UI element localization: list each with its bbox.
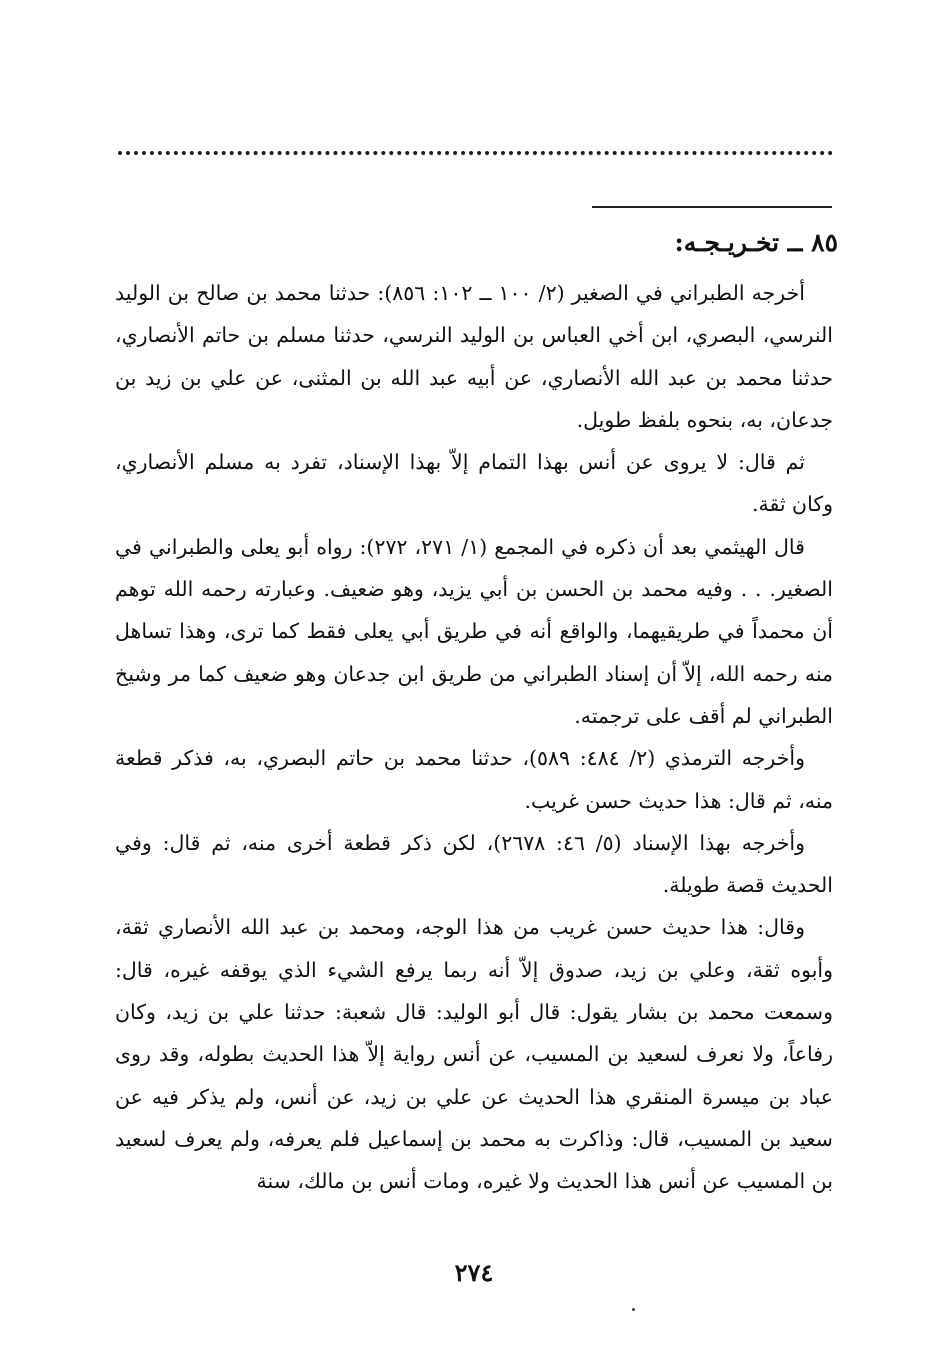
- paragraph-2: ثم قال: لا يروى عن أنس بهذا التمام إلاّ بهذا الإسناد، تفرد به مسلم الأنصاري، وكان ثقة.: [115, 450, 833, 517]
- scan-speck: [632, 1308, 635, 1311]
- paragraph-3: قال الهيثمي بعد أن ذكره في المجمع (١/ ٢٧١، ٢٧٢): رواه أبو يعلى والطبراني في الصغير. . . وفيه محمد بن الحسن بن أبي يزيد، وهو ضعيف. وعبارته رحمه الله توهم أن محمداً في طريقيهما، والواقع أنه في طريق أبي يعلى فقط كما ترى، وهذا تساهل منه رحمه الله، إلاّ أن إسناد الطبراني من طريق ابن جدعان وهو ضعيف كما مر وشيخ الطبراني لم أقف على ترجمته.: [115, 534, 833, 728]
- section-heading: ٨٥ ــ تخـريـجـه:: [674, 228, 838, 257]
- paragraph-6: وقال: هذا حديث حسن غريب من هذا الوجه، ومحمد بن عبد الله الأنصاري ثقة، وأبوه ثقة، وعلي بن زيد، صدوق إلاّ أنه ربما يرفع الشيء الذي يوقفه غيره، قال: وسمعت محمد بن بشار يقول: قال أبو الوليد: قال شعبة: حدثنا علي بن زيد، وكان رفاعاً، ولا نعرف لسعيد بن المسيب، عن أنس رواية إلاّ هذا الحديث بطوله، وقد روى عباد بن ميسرة المنقري هذا الحديث عن علي بن زيد، عن أنس، ولم يذكر فيه عن سعيد بن المسيب، قال: وذاكرت به محمد بن إسماعيل فلم يعرفه، ولم يعرف لسعيد بن المسيب عن أنس هذا الحديث ولا غيره، ومات أنس بن مالك، سنة: [115, 915, 833, 1194]
- dotted-separator: [118, 151, 833, 155]
- page-number: ٢٧٤: [454, 1258, 494, 1287]
- paragraph-5: وأخرجه بهذا الإسناد (٥/ ٤٦: ٢٦٧٨)، لكن ذكر قطعة أخرى منه، ثم قال: وفي الحديث قصة طويلة.: [115, 830, 833, 898]
- paragraph-1: أخرجه الطبراني في الصغير (٢/ ١٠٠ ــ ١٠٢: ٨٥٦): حدثنا محمد بن صالح بن الوليد النرسي، البصري، ابن أخي العباس بن الوليد النرسي، حدثنا مسلم بن حاتم الأنصاري، حدثنا محمد بن عبد الله الأنصاري، عن أبيه عبد الله بن المثنى، عن علي بن زيد بن جدعان، به، بنحوه بلفظ طويل.: [115, 281, 833, 432]
- main-text: [115, 272, 833, 1203]
- section-rule: [592, 206, 832, 208]
- paragraph-4: وأخرجه الترمذي (٢/ ٤٨٤: ٥٨٩)، حدثنا محمد بن حاتم البصري، به، فذكر قطعة منه، ثم قال: هذا حديث حسن غريب.: [115, 746, 833, 813]
